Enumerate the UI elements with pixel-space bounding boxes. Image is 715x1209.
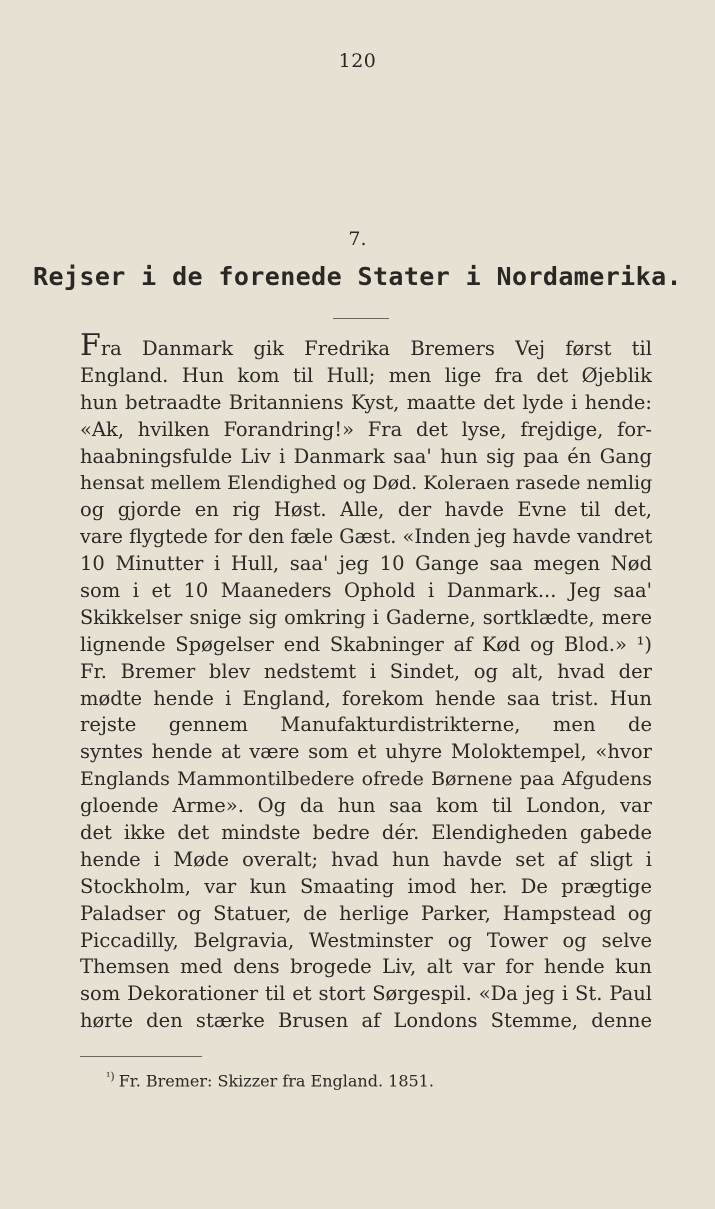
footnote-text: Fr. Bremer: Skizzer fra England. 1851. (118, 1071, 434, 1091)
body-text (80, 328, 653, 1035)
text-line: og gjorde en rig Høst. Alle, der havde Evne til det, (80, 498, 652, 522)
title-divider (333, 318, 389, 319)
text-line: gloende Arme». Og da hun saa kom til London, var (80, 794, 652, 818)
text-line: Skikkelser snige sig omkring i Gaderne, sortklædte, mere (80, 605, 652, 629)
text-line: rejste gennem Manufakturdistrikterne, men de (80, 713, 652, 737)
text-line: mødte hende i England, forekom hende saa trist. Hun (80, 686, 652, 710)
text-line: som i et 10 Maaneders Ophold i Danmark... Jeg saa' (80, 579, 652, 603)
chapter-title: Rejser i de forenede Stater i Nordamerika. (33, 262, 682, 291)
text-line: hun betraadte Britanniens Kyst, maatte det lyde i hende: (80, 390, 652, 414)
text-line: Fra Danmark gik Fredrika Bremers Vej først til (80, 328, 652, 363)
text-line: «Ak, hvilken Forandring!» Fra det lyse, frejdige, for- (80, 417, 652, 441)
text-line: hende i Møde overalt; hvad hun havde set af sligt i (80, 847, 652, 871)
text-line: Stockholm, var kun Smaating imod her. De prægtige (80, 874, 652, 898)
text-line: syntes hende at være som et uhyre Moloktempel, «hvor (80, 740, 652, 764)
text-line: som Dekorationer til et stort Sørgespil. «Da jeg i St. Paul (80, 982, 652, 1006)
text-line: vare flygtede for den fæle Gæst. «Inden jeg havde vandret (80, 525, 653, 549)
text-line: det ikke det mindste bedre dér. Elendigheden gabede (80, 821, 652, 845)
page-number: 120 (338, 50, 377, 72)
text-line: hensat mellem Elendighed og Død. Koleraen rasede nemlig (80, 472, 653, 495)
drop-cap: F (80, 328, 101, 363)
text-line: lignende Spøgelser end Skabninger af Kød og Blod.» ¹) (80, 632, 652, 656)
text-line: Paladser og Statuer, de herlige Parker, Hampstead og (80, 901, 652, 925)
footnote (106, 1070, 434, 1090)
text-line: hørte den stærke Brusen af Londons Stemme, denne (80, 1009, 652, 1033)
text-line: Englands Mammontilbedere ofrede Børnene paa Afgudens (80, 768, 652, 791)
text-line: Piccadilly, Belgravia, Westminster og Tower og selve (80, 928, 652, 952)
section-number: 7. (348, 228, 367, 250)
footnote-marker: ¹) (106, 1070, 115, 1083)
text-line: Themsen med dens brogede Liv, alt var for hende kun (80, 955, 652, 979)
footnote-divider (80, 1056, 202, 1057)
text-line: haabningsfulde Liv i Danmark saa' hun sig paa én Gang (80, 444, 652, 468)
text-line: 10 Minutter i Hull, saa' jeg 10 Gange saa megen Nød (80, 552, 652, 576)
text-line: England. Hun kom til Hull; men lige fra det Øjeblik (80, 363, 652, 387)
text-line: Fr. Bremer blev nedstemt i Sindet, og alt, hvad der (80, 659, 652, 683)
